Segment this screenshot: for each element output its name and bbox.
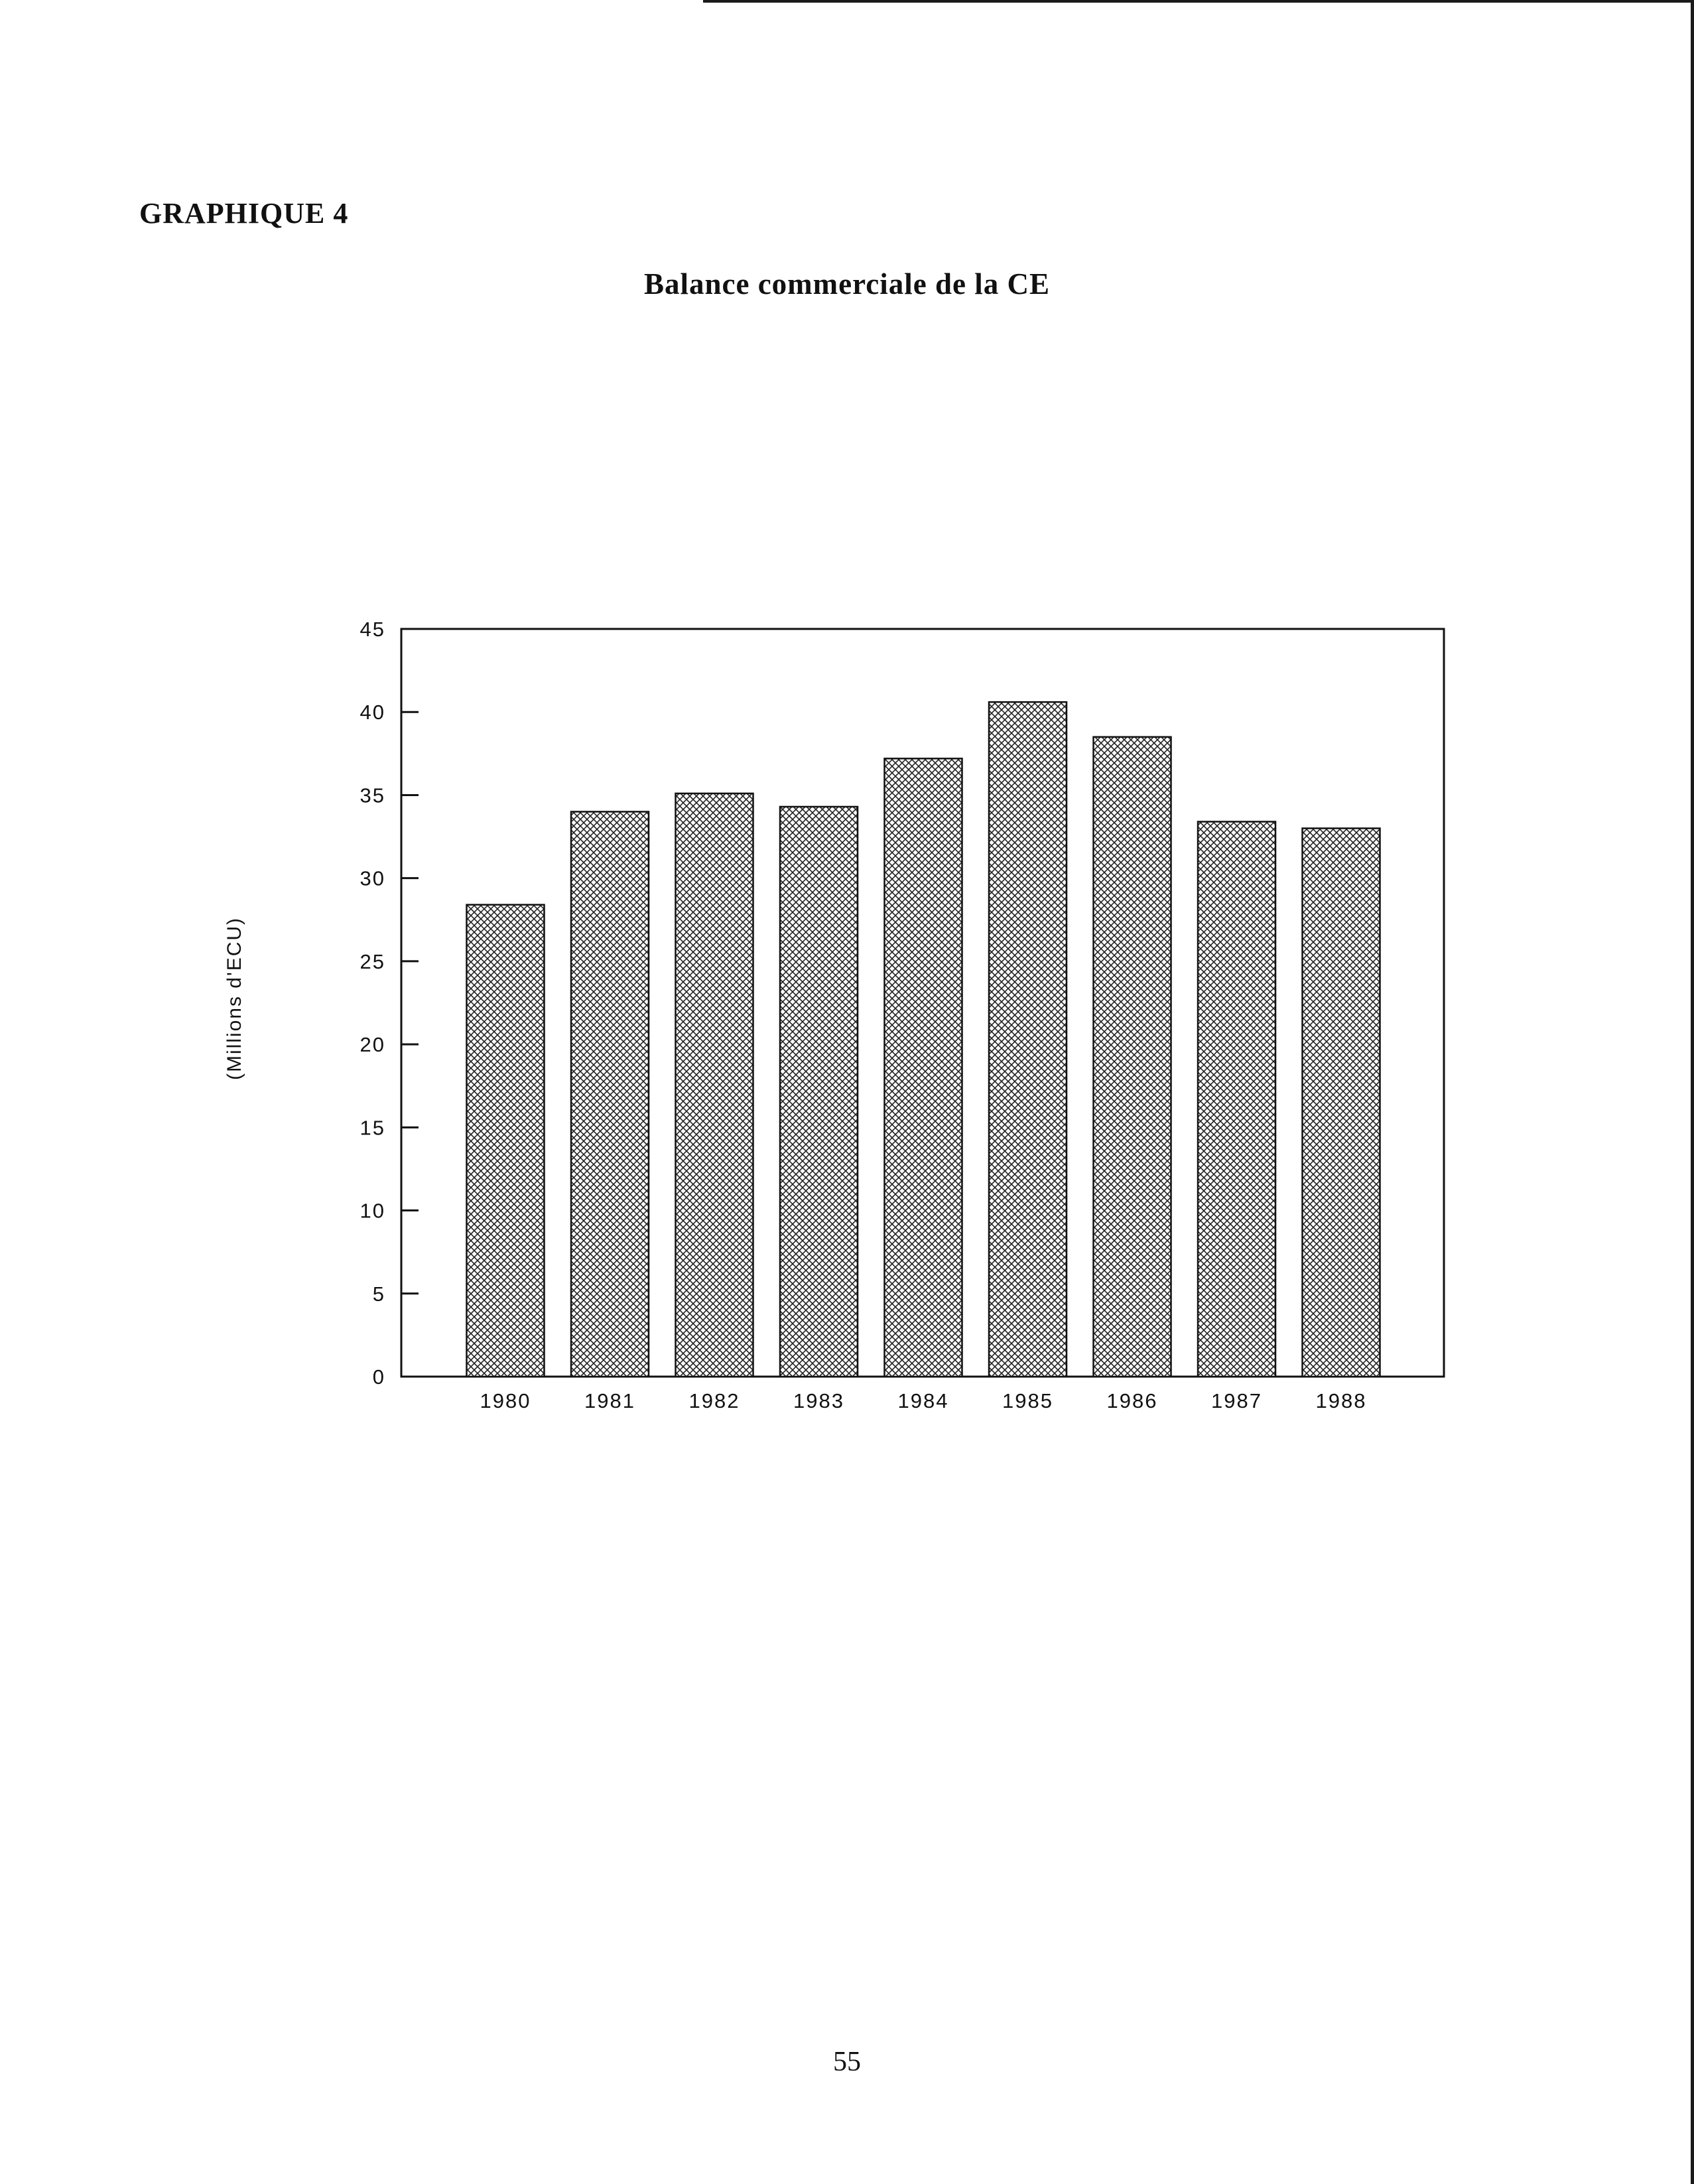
chart-title: Balance commerciale de la CE bbox=[643, 267, 1051, 301]
y-tick-label: 5 bbox=[372, 1282, 385, 1306]
y-tick-label: 35 bbox=[359, 784, 385, 807]
x-tick-label: 1983 bbox=[793, 1389, 844, 1412]
y-tick-label: 25 bbox=[359, 949, 385, 973]
y-axis-label: (Millions d'ECU) bbox=[224, 916, 245, 1081]
x-axis bbox=[480, 1389, 1367, 1412]
y-tick-label: 10 bbox=[359, 1199, 385, 1223]
x-tick-label: 1985 bbox=[1002, 1389, 1053, 1412]
y-tick-label: 40 bbox=[359, 701, 385, 724]
bar-1984 bbox=[885, 758, 962, 1377]
x-tick-label: 1987 bbox=[1211, 1389, 1262, 1412]
bar-1986 bbox=[1094, 737, 1171, 1377]
bar-series bbox=[467, 702, 1380, 1377]
y-tick-label: 20 bbox=[359, 1033, 385, 1057]
x-tick-label: 1981 bbox=[584, 1389, 635, 1412]
bar-1980 bbox=[467, 905, 545, 1377]
bar-1982 bbox=[676, 793, 753, 1377]
bar-1985 bbox=[989, 702, 1067, 1377]
bar-1987 bbox=[1198, 822, 1275, 1377]
y-tick-label: 15 bbox=[359, 1116, 385, 1140]
bar-1983 bbox=[780, 807, 858, 1377]
y-tick-label: 45 bbox=[359, 618, 385, 641]
x-tick-label: 1980 bbox=[480, 1389, 531, 1412]
x-tick-label: 1986 bbox=[1106, 1389, 1158, 1412]
y-tick-label: 30 bbox=[359, 866, 385, 890]
y-tick-label: 0 bbox=[372, 1365, 385, 1389]
figure-heading: GRAPHIQUE 4 bbox=[139, 197, 349, 230]
page-number: 55 bbox=[833, 2047, 861, 2077]
x-tick-label: 1982 bbox=[688, 1389, 740, 1412]
y-axis bbox=[360, 618, 419, 1389]
x-tick-label: 1988 bbox=[1315, 1389, 1367, 1412]
bar-1981 bbox=[571, 811, 649, 1377]
bar-1988 bbox=[1303, 829, 1380, 1377]
x-tick-label: 1984 bbox=[897, 1389, 949, 1412]
